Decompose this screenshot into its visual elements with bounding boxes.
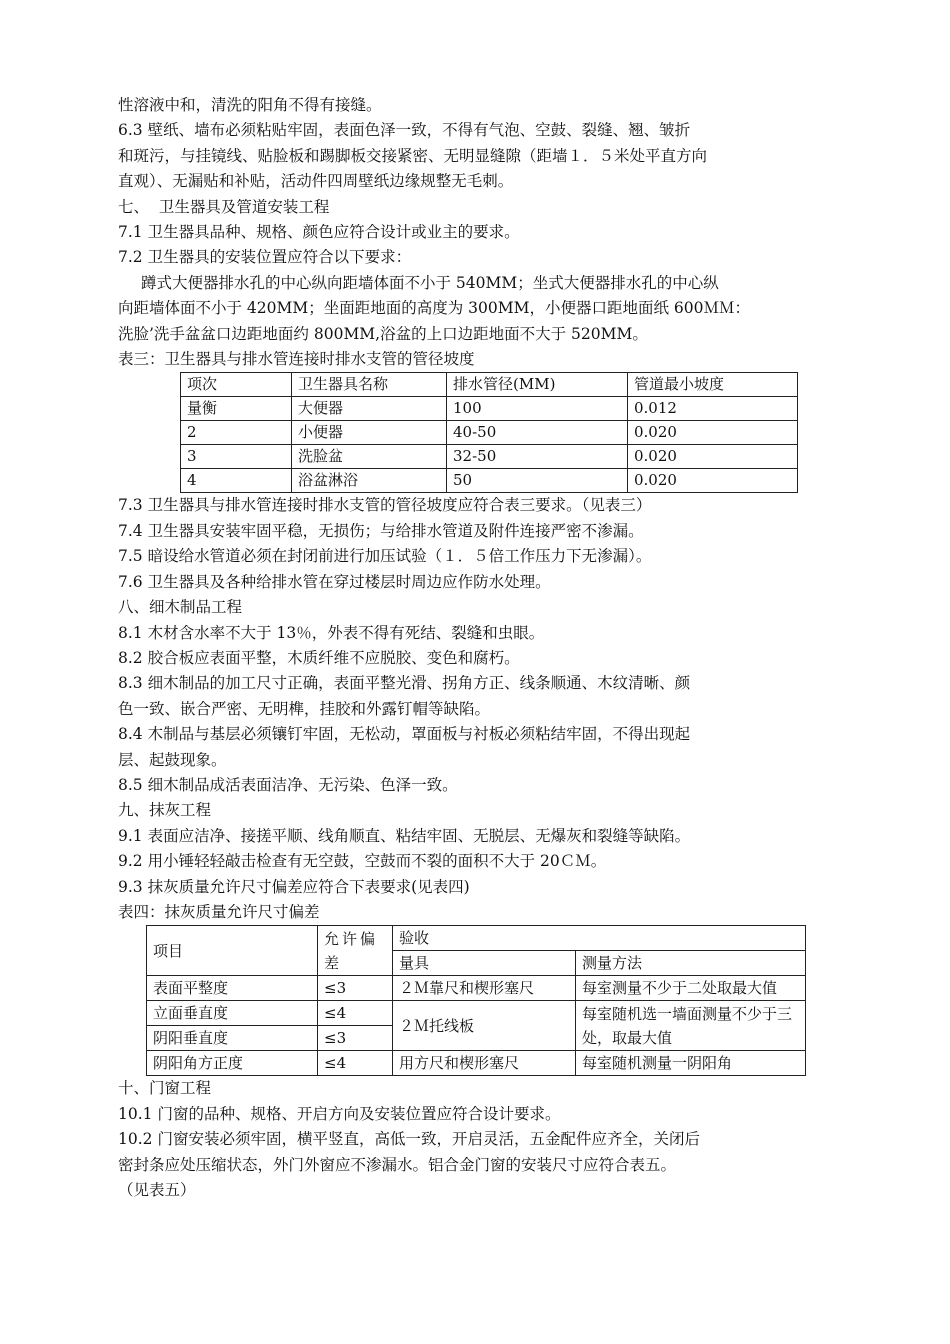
table-header-row	[181, 373, 798, 397]
text-line: 10.1 门窗的品种、规格、开启方向及安装位置应符合设计要求。	[118, 1104, 561, 1123]
table-cell: 立面垂直度	[147, 1001, 318, 1026]
table-header-cell: 管道最小坡度	[628, 373, 798, 397]
text-line: 色一致、嵌合严密、无明榫，挂胶和外露钉帽等缺陷。	[118, 699, 491, 718]
table-cell: 表面平整度	[147, 976, 318, 1001]
table-cell: 40-50	[447, 421, 628, 445]
section-heading: 七、 卫生器具及管道安装工程	[118, 197, 330, 216]
text-line: 密封条应处压缩状态，外门外窗应不渗漏水。铝合金门窗的安装尺寸应符合表五。	[118, 1155, 677, 1174]
table-header-cell: 量具	[393, 951, 576, 976]
table-header-cell: 项目	[147, 926, 318, 976]
table-header-cell: 项次	[181, 373, 292, 397]
table-cell: 量衡	[181, 397, 292, 421]
document-page	[118, 93, 838, 1203]
text-line: 9.1 表面应洁净、接搓平顺、线角顺直、粘结牢固、无脱层、无爆灰和裂缝等缺陷。	[118, 826, 691, 845]
text-line: 8.1 木材含水率不大于 13％，外表不得有死结、裂缝和虫眼。	[118, 623, 545, 642]
table-cell: 0.020	[628, 469, 798, 493]
table-cell: 4	[181, 469, 292, 493]
table-cell: 3	[181, 445, 292, 469]
text-line: （见表五）	[118, 1181, 196, 1199]
table-cell: 100	[447, 397, 628, 421]
table-cell: ２Ｍ靠尺和楔形塞尺	[393, 976, 576, 1001]
text-line: 8.2 胶合板应表面平整，木质纤维不应脱胶、变色和腐朽。	[118, 648, 520, 667]
table-header-row	[147, 926, 806, 951]
text-line: 10.2 门窗安装必须牢固，横平竖直，高低一致，开启灵活，五金配件应齐全，关闭后	[118, 1130, 700, 1149]
text-line: 6.3 壁纸、墙布必须粘贴牢固，表面色泽一致，不得有气泡、空鼓、裂缝、翘、皱折	[118, 121, 691, 140]
text-line: 7.1 卫生器具品种、规格、颜色应符合设计或业主的要求。	[118, 223, 520, 242]
table-cell: 每室随机选一墙面测量不少于三处，取最大值	[576, 1001, 806, 1051]
table-cell: 洗脸盆	[292, 445, 447, 469]
table-cell: ≤3	[318, 1026, 393, 1051]
table-cell: ≤3	[318, 976, 393, 1001]
text-line: 直观）、无漏贴和补贴，活动件四周壁纸边缘规整无毛刺。	[118, 172, 514, 191]
table-row	[181, 469, 798, 493]
table-cell: 用方尺和楔形塞尺	[393, 1051, 576, 1076]
table-cell: 每室测量不少于二处取最大值	[576, 976, 806, 1001]
text-line: 8.4 木制品与基层必须镶钉牢固，无松动，罩面板与衬板必须粘结牢固，不得出现起	[118, 725, 691, 744]
table-caption: 表三：卫生器具与排水管连接时排水支管的管径坡度	[118, 350, 475, 369]
text-line: 8.5 细木制品成活表面洁净、无污染、色泽一致。	[118, 775, 458, 794]
table-header-cell: 验收	[393, 926, 806, 951]
table-cell: 50	[447, 469, 628, 493]
table-cell: 阴阳垂直度	[147, 1026, 318, 1051]
text-line: 7.3 卫生器具与排水管连接时排水支管的管径坡度应符合表三要求。（见表三）	[118, 496, 652, 515]
text-line: 7.6 卫生器具及各种给排水管在穿过楼层时周边应作防水处理。	[118, 572, 551, 591]
text-line: 蹲式大便器排水孔的中心纵向距墙体面不小于 540MM；坐式大便器排水孔的中心纵	[141, 273, 719, 292]
table-cell: 0.020	[628, 445, 798, 469]
table-cell: 2	[181, 421, 292, 445]
text-line: 7.4 卫生器具安装牢固平稳，无损伤；与给排水管道及附件连接严密不渗漏。	[118, 521, 644, 540]
table-row	[181, 421, 798, 445]
text-line: 8.3 细木制品的加工尺寸正确，表面平整光滑、拐角方正、线条顺通、木纹清晰、颜	[118, 674, 691, 693]
drain-pipe-table	[180, 372, 798, 493]
text-line: 层、起鼓现象。	[118, 750, 227, 769]
table-cell: 浴盆淋浴	[292, 469, 447, 493]
text-line: 和斑污，与挂镜线、贴脸板和踢脚板交接紧密、无明显缝隙（距墙１．５米处平直方向	[118, 146, 708, 165]
text-line: 9.3 抹灰质量允许尺寸偏差应符合下表要求(见表四)	[118, 877, 470, 896]
table-cell: ２Ｍ托线板	[393, 1001, 576, 1051]
table-cell: 0.020	[628, 421, 798, 445]
table-row	[181, 397, 798, 421]
text-line: 洗脸’洗手盆盆口边距地面约 800MM,浴盆的上口边距地面不大于 520MM。	[118, 324, 648, 343]
table-row	[147, 1051, 806, 1076]
section-heading: 十、门窗工程	[118, 1079, 212, 1098]
table-cell: ≤4	[318, 1051, 393, 1076]
text-line: 性溶液中和，清洗的阳角不得有接缝。	[118, 96, 382, 114]
table-header-cell: 允许偏差	[318, 926, 393, 976]
text-line: 7.2 卫生器具的安装位置应符合以下要求：	[118, 248, 412, 267]
table-cell: 0.012	[628, 397, 798, 421]
table-cell: 阴阳角方正度	[147, 1051, 318, 1076]
text-line: 向距墙体面不小于 420MM；坐面距地面的高度为 300MM，小便器口距地面纸 600ＭＭ：	[118, 299, 751, 318]
table-caption: 表四：抹灰质量允许尺寸偏差	[118, 902, 320, 921]
table-row	[181, 445, 798, 469]
table-cell: ≤4	[318, 1001, 393, 1026]
table-row	[147, 1001, 806, 1026]
text-line: 9.2 用小锤轻轻敲击检查有无空鼓，空鼓而不裂的面积不大于 20ＣＭ。	[118, 852, 607, 871]
table-cell: 每室随机测量一阴阳角	[576, 1051, 806, 1076]
table-header-cell: 排水管径(MM)	[447, 373, 628, 397]
table-header-cell: 卫生器具名称	[292, 373, 447, 397]
table-cell: 大便器	[292, 397, 447, 421]
table-row	[147, 976, 806, 1001]
table-cell: 小便器	[292, 421, 447, 445]
table-cell: 32-50	[447, 445, 628, 469]
section-heading: 八、细木制品工程	[118, 598, 243, 617]
plaster-tolerance-table	[146, 925, 806, 1076]
section-heading: 九、抹灰工程	[118, 801, 212, 820]
table-header-cell: 测量方法	[576, 951, 806, 976]
text-line: 7.5 暗设给水管道必须在封闭前进行加压试验（１．５倍工作压力下无渗漏）。	[118, 547, 652, 566]
